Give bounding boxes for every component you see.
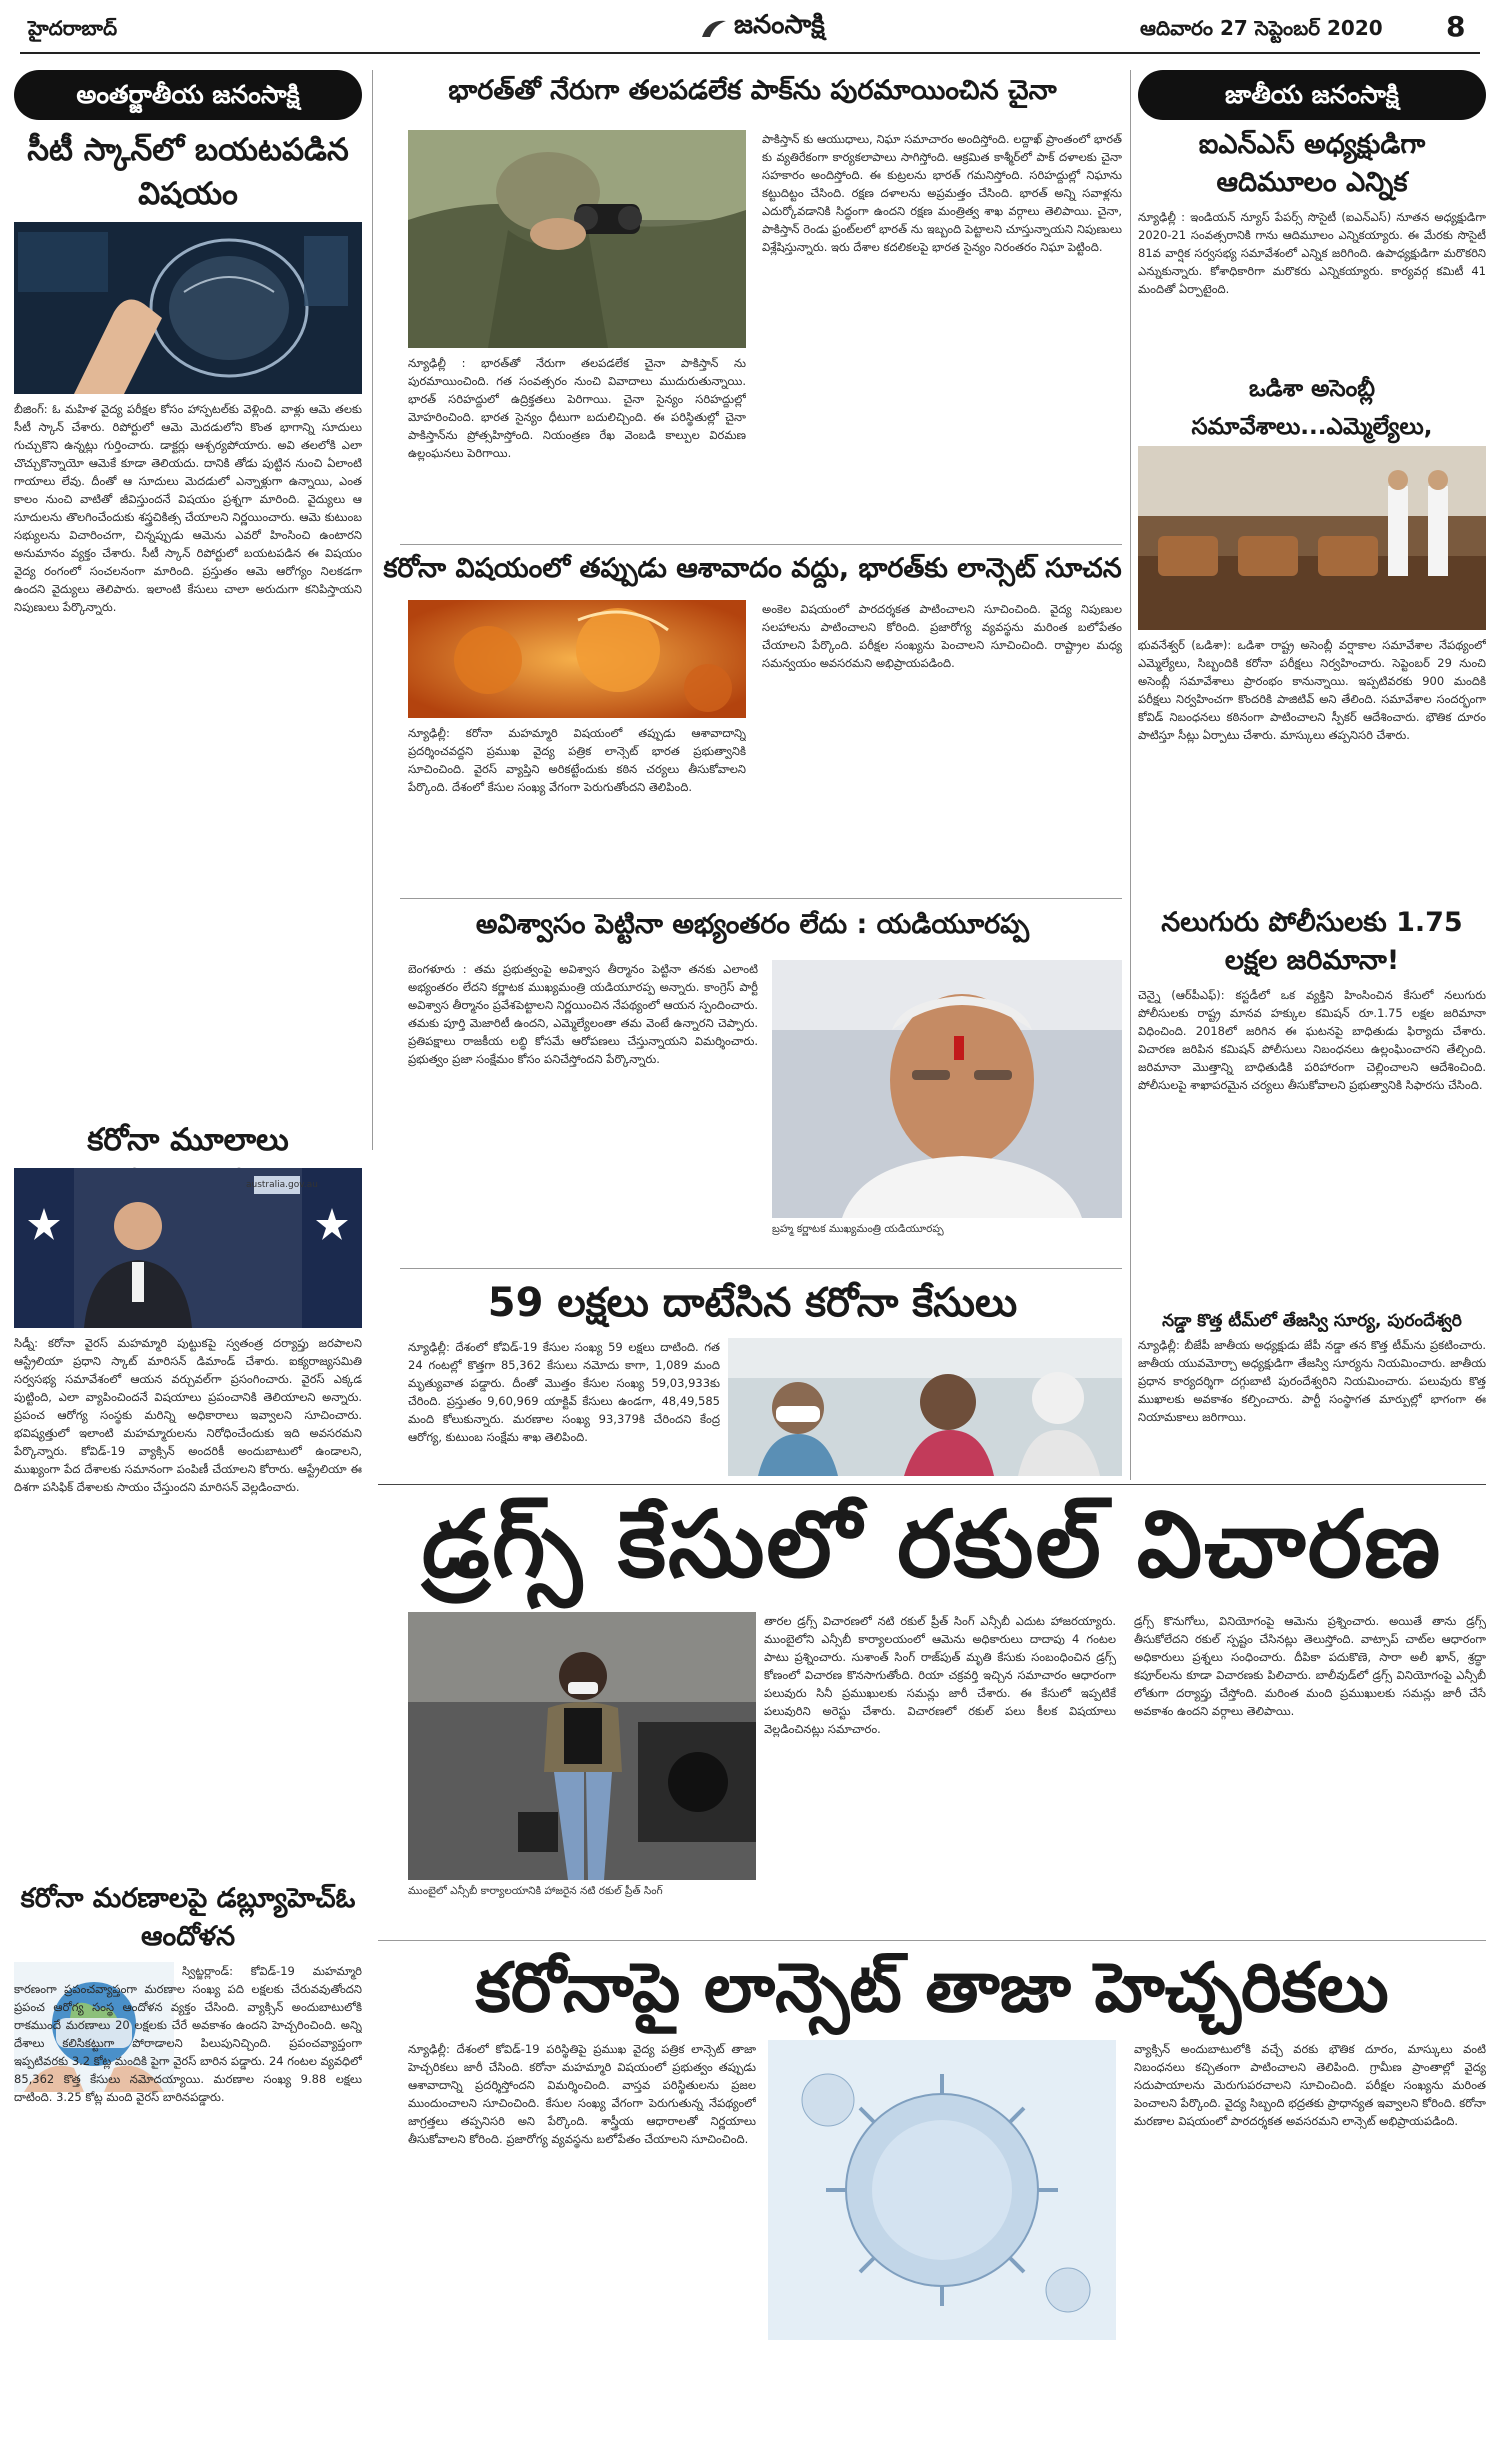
masthead-logo xyxy=(700,10,825,46)
bottom-divider xyxy=(378,1940,1486,1941)
story-ct-scan-headline xyxy=(14,128,362,216)
ct-scan-photo xyxy=(14,222,362,394)
section-international: అంతర్జాతీయ జనంసాక్షి xyxy=(14,70,362,120)
story-covid-cases-body: న్యూఢిల్లీ: దేశంలో కోవిడ్-19 కేసుల సంఖ్య 59 లక్షలు దాటింది. గత 24 గంటల్లో కొత్తగా 85,362 కేసులు నమోదు కాగా, 1,089 మంది మృత్యువాత పడ్డారు. దీంతో మొత్తం కేసుల సంఖ్య 59,03,933కు చేరింది. ప్రస్తుతం 9,60,969 యాక్టివ్ కేసులు ఉండగా, 48,49,585 మంది కోలుకున్నారు. మరణాల సంఖ్య 93,379కి చేరిందని కేంద్ర ఆరోగ్య, కుటుంబ సంక్షేమ శాఖ తెలిపింది. xyxy=(408,1340,720,1444)
column-rule xyxy=(1130,70,1131,1480)
bottom-story-body-col2: వ్యాక్సిన్ అందుబాటులోకి వచ్చే వరకు భౌతిక దూరం, మాస్కులు వంటి నిబంధనలు కచ్చితంగా పాటించాలని తెలిపింది. గ్రామీణ ప్రాంతాల్లో వైద్య సదుపాయాలను మెరుగుపరచాలని సూచించింది. పరీక్షల సంఖ్యను మరింత పెంచాలని పేర్కొంది. వైద్య సిబ్బంది భద్రతకు ప్రాధాన్యత ఇవ్వాలని కోరింది. కరోనా మరణాల విషయంలో పారదర్శకత అవసరమని లాన్సెట్ అభిప్రాయపడింది. xyxy=(1134,2042,1486,2128)
bottom-story-body-col1: న్యూఢిల్లీ: దేశంలో కోవిడ్-19 పరిస్థితిపై ప్రముఖ వైద్య పత్రిక లాన్సెట్ తాజా హెచ్చరికలు జారీ చేసింది. కరోనా మహమ్మారి విషయంలో ప్రభుత్వం తప్పుడు ఆశావాదాన్ని ప్రదర్శిస్తోందని విమర్శించింది. వాస్తవ పరిస్థితులను ప్రజల ముందుంచాలని సూచించింది. కేసుల సంఖ్య వేగంగా పెరుగుతున్న నేపథ్యంలో జాగ్రత్తలు తప్పనిసరి అని పేర్కొంది. శాస్త్రీయ ఆధారాలతో నిర్ణయాలు తీసుకోవాలని కోరింది. ప్రజారోగ్య వ్యవస్థను బలోపేతం చేయాలని సూచించింది. xyxy=(408,2042,756,2146)
headline-line: నలుగురు పోలీసులకు 1.75 xyxy=(1161,907,1463,938)
page-number: 8 xyxy=(1446,10,1466,43)
lead-divider xyxy=(378,1484,1486,1485)
virus-blue-photo xyxy=(768,2040,1116,2340)
lead-story-body-col1: తారల డ్రగ్స్ విచారణలో నటి రకుల్ ప్రీత్ సింగ్ ఎన్సీబీ ఎదుట హాజరయ్యారు. ముంబైలోని ఎన్సీబీ కార్యాలయంలో ఆమెను అధికారులు దాదాపు 4 గంటల పాటు ప్రశ్నించారు. సుశాంత్ సింగ్ రాజ్‌పుత్ మృతి కేసుకు సంబంధించిన డ్రగ్స్ కోణంలో విచారణ కొనసాగుతోంది. రియా చక్రవర్తి ఇచ్చిన సమాచారం ఆధారంగా పలువురు సినీ ప్రముఖులకు సమన్లు జారీ చేశారు. ఈ కేసులో ఇప్పటికే పలువురిని అరెస్టు చేశారు. విచారణలో రకుల్ పలు కీలక విషయాలు వెల్లడించినట్లు సమాచారం. xyxy=(764,1614,1116,1736)
soldier-binoculars-photo xyxy=(408,130,746,348)
virus-orange-photo xyxy=(408,600,746,718)
masthead-rule xyxy=(20,52,1480,54)
headline-line: కరోనా మరణాలపై డబ్ల్యూహెచ్ఓ xyxy=(20,1883,356,1914)
story-divider xyxy=(400,544,1122,545)
morrison-photo xyxy=(14,1168,362,1328)
headline-line: ఆందోళన xyxy=(140,1921,236,1952)
story-lancet-body-left: న్యూఢిల్లీ: కరోనా మహమ్మారి విషయంలో తప్పుడు ఆశావాదాన్ని ప్రదర్శించవద్దని ప్రముఖ వైద్య పత్రిక లాన్సెట్ భారత ప్రభుత్వానికి సూచించింది. వైరస్ వ్యాప్తిని అరికట్టేందుకు కఠిన చర్యలు తీసుకోవాలని పేర్కొంది. దేశంలో కేసుల సంఖ్య వేగంగా పెరుగుతోందని తెలిపింది. xyxy=(408,726,746,794)
story-who-headline xyxy=(14,1880,362,1956)
headline-line: ఆదిమూలం ఎన్నిక xyxy=(1216,167,1408,198)
headline-line: లక్షల జరిమానా! xyxy=(1224,945,1400,976)
story-police-fine-body: చెన్నై (ఆర్‌పీఎఫ్): కస్టడీలో ఒక వ్యక్తిని హింసించిన కేసులో నలుగురు పోలీసులకు రాష్ట్ర మానవ హక్కుల కమిషన్ రూ.1.75 లక్షల జరిమానా విధించింది. 2018లో జరిగిన ఈ ఘటనపై బాధితుడు ఫిర్యాదు చేశారు. విచారణ జరిపిన కమిషన్ పోలీసులు నిబంధనలు ఉల్లంఘించారని తేల్చింది. జరిమానా మొత్తాన్ని బాధితుడికి పరిహారంగా చెల్లించాలని ఆదేశించింది. పోలీసులపై శాఖాపరమైన చర్యలు తీసుకోవాలని ప్రభుత్వానికి సిఫారసు చేసింది. xyxy=(1138,988,1486,1092)
story-lancet-body-right: అంకెల విషయంలో పారదర్శకత పాటించాలని సూచించింది. వైద్య నిపుణుల సలహాలను పాటించాలని కోరింది. ప్రజారోగ్య వ్యవస్థను మరింత బలోపేతం చేయాలని పేర్కొంది. పరీక్షల సంఖ్యను పెంచాలని సూచించింది. రాష్ట్రాల మధ్య సమన్వయం అవసరమని అభిప్రాయపడింది. xyxy=(762,602,1122,670)
story-corona-origin-headline: కరోనా మూలాలు xyxy=(87,1122,289,1158)
bottom-story-headline: కరోనాపై లాన్సెట్ తాజా హెచ్చరికలు xyxy=(475,1949,1389,2028)
masthead-city: హైదరాబాద్ xyxy=(28,16,118,40)
story-china-pak-body-left: న్యూఢిల్లీ : భారత్‌తో నేరుగా తలపడలేక చైనా పాకిస్తాన్ ను పురమాయించింది. గత సంవత్సరం నుంచి వివాదాలు ముదురుతున్నాయి. భారత్ సరిహద్దులో ఉద్రిక్తతలు పెరిగాయి. చైనా సైన్యం సరిహద్దుల్లో మోహరించింది. భారత సైన్యం ధీటుగా బదులిచ్చింది. ఈ పరిస్థితుల్లో చైనా పాకిస్తాన్‌ను ప్రోత్సహిస్తోంది. నియంత్రణ రేఖ వెంబడి కాల్పుల విరమణ ఉల్లంఘనలు పెరిగాయి. xyxy=(408,356,746,460)
odisha-assembly-photo xyxy=(1138,446,1486,630)
story-yediyurappa-headline: అవిశ్వాసం పెట్టినా అభ్యంతరం లేదు : యడియూరప్ప xyxy=(475,909,1030,940)
story-china-pak-headline: భారత్‌తో నేరుగా తలపడలేక పాక్‌ను పురమాయించిన చైనా xyxy=(448,75,1057,106)
section-national: జాతీయ జనంసాక్షి xyxy=(1138,70,1486,120)
logo-icon xyxy=(700,17,728,39)
yediyurappa-photo xyxy=(772,960,1122,1218)
rakul-photo xyxy=(408,1612,756,1880)
story-yediyurappa-body: బెంగళూరు : తమ ప్రభుత్వంపై అవిశ్వాస తీర్మానం పెట్టినా తనకు ఎలాంటి అభ్యంతరం లేదని కర్ణాటక ముఖ్యమంత్రి యడియూరప్ప అన్నారు. కాంగ్రెస్ పార్టీ అవిశ్వాస తీర్మానం ప్రవేశపెట్టాలని నిర్ణయించిన నేపథ్యంలో ఆయన స్పందించారు. తమకు పూర్తి మెజారిటీ ఉందని, ఎమ్మెల్యేలంతా తమ వెంటే ఉన్నారని చెప్పారు. ప్రతిపక్షాలు రాజకీయ లబ్ధి కోసమే ఆరోపణలు చేస్తున్నాయని విమర్శించారు. ప్రభుత్వం ప్రజా సంక్షేమం కోసం పనిచేస్తోందని పేర్కొన్నారు. xyxy=(408,962,758,1066)
story-odisha-body: భువనేశ్వర్ (ఒడిశా): ఒడిశా రాష్ట్ర అసెంబ్లీ వర్షాకాల సమావేశాల నేపథ్యంలో ఎమ్మెల్యేలు, సిబ్బందికి కరోనా పరీక్షలు నిర్వహించారు. సెప్టెంబర్ 29 నుంచి అసెంబ్లీ సమావేశాలు ప్రారంభం కానున్నాయి. ఇప్పటివరకు 900 మందికి పరీక్షలు నిర్వహించగా కొందరికి పాజిటివ్ అని తేలింది. సమావేశాల సందర్భంగా కోవిడ్ నిబంధనలు కఠినంగా పాటించాలని స్పీకర్ ఆదేశించారు. భౌతిక దూరం పాటిస్తూ సీట్లు ఏర్పాటు చేశారు. మాస్కులు తప్పనిసరి చేశారు. xyxy=(1138,638,1486,742)
story-ins-body: న్యూఢిల్లీ : ఇండియన్ న్యూస్ పేపర్స్ సొసైటీ (ఐఎన్ఎస్) నూతన అధ్యక్షుడిగా 2020-21 సంవత్సరానికి గాను ఆదిమూలం ఎన్నికయ్యారు. ఈ మేరకు సొసైటీ 81వ వార్షిక సర్వసభ్య సమావేశంలో ఎన్నిక జరిగింది. ఉపాధ్యక్షుడిగా మరొకరిని ఎన్నుకున్నారు. కోశాధికారిగా మరొకరు ఎన్నికయ్యారు. కార్యవర్గ కమిటీ 41 మందితో ఏర్పాటైంది. xyxy=(1138,210,1486,296)
covid-testing-photo xyxy=(728,1338,1122,1476)
headline-line: విషయం xyxy=(138,176,238,212)
lead-story-headline: డ్రగ్స్ కేసులో రకుల్ విచారణ xyxy=(421,1491,1443,1598)
story-nadda-headline: నడ్డా కొత్త టీమ్‌లో తేజస్వి సూర్య, పురందేశ్వరి xyxy=(1162,1311,1462,1331)
photo-label: australia.gov.au xyxy=(246,1180,318,1190)
masthead-date: ఆదివారం 27 సెప్టెంబర్ 2020 xyxy=(1140,16,1383,40)
story-covid-cases-headline: 59 లక్షలు దాటేసిన కరోనా కేసులు xyxy=(487,1280,1018,1326)
story-ins-headline xyxy=(1138,126,1486,202)
column-rule xyxy=(372,70,373,1150)
yediyurappa-caption: బ్రహ్మ కర్ణాటక ముఖ్యమంత్రి యడియూరప్ప xyxy=(772,1223,944,1235)
headline-line: ఒడిశా అసెంబ్లీ సమావేశాలు...ఎమ్మెల్యేలు, xyxy=(1191,376,1433,440)
logo-text: జనంసాక్షి xyxy=(734,10,825,40)
story-divider xyxy=(400,1268,1122,1269)
story-police-fine-headline xyxy=(1138,904,1486,980)
story-lancet-headline: కరోనా విషయంలో తప్పుడు ఆశావాదం వద్దు, భారత్‌కు లాన్సెట్ సూచన xyxy=(383,553,1122,584)
story-china-pak-body-right: పాకిస్తాన్ కు ఆయుధాలు, నిఘా సమాచారం అందిస్తోంది. లద్దాఖ్ ప్రాంతంలో భారత్ కు వ్యతిరేకంగా కార్యకలాపాలు సాగిస్తోంది. ఆక్రమిత కాశ్మీర్‌లో పాక్ దళాలకు చైనా సహకారం అందిస్తోంది. ఈ కుట్రలను భారత్ గమనిస్తోంది. సరిహద్దుల్లో నిఘాను కట్టుదిట్టం చేసింది. రక్షణ దళాలను అప్రమత్తం చేసింది. భారత్ అన్ని సవాళ్లను ఎదుర్కోవడానికి సిద్ధంగా ఉందని రక్షణ మంత్రిత్వ శాఖ వర్గాలు తెలిపాయి. చైనా, పాకిస్తాన్ రెండు ఫ్రంట్‌లలో భారత్ ను ఇబ్బంది పెట్టాలని చూస్తున్నాయని నిపుణులు విశ్లేషిస్తున్నారు. ఇరు దేశాల కదలికలపై భారత సైన్యం నిరంతరం నిఘా పెట్టింది. xyxy=(762,132,1122,254)
headline-line: సీటీ స్కాన్‌లో బయటపడిన xyxy=(27,132,349,168)
story-nadda-body: న్యూఢిల్లీ: బీజేపీ జాతీయ అధ్యక్షుడు జేపీ నడ్డా తన కొత్త టీమ్‌ను ప్రకటించారు. జాతీయ యువమోర్చా అధ్యక్షుడిగా తేజస్వి సూర్యను నియమించారు. జాతీయ ప్రధాన కార్యదర్శిగా దగ్గుబాటి పురందేశ్వరిని నియమించారు. పలువురు కొత్త ముఖాలకు అవకాశం కల్పించారు. పార్టీ సంస్థాగత మార్పుల్లో భాగంగా ఈ నియామకాలు జరిగాయి. xyxy=(1138,1338,1486,1424)
lead-story-body-col2: డ్రగ్స్ కొనుగోలు, వినియోగంపై ఆమెను ప్రశ్నించారు. అయితే తాను డ్రగ్స్ తీసుకోలేదని రకుల్ స్పష్టం చేసినట్లు తెలుస్తోంది. వాట్సాప్ చాట్‌ల ఆధారంగా అధికారులు ప్రశ్నలు సంధించారు. దీపికా పదుకొణె, సారా అలీ ఖాన్, శ్రద్ధా కపూర్‌లను కూడా విచారణకు పిలిచారు. బాలీవుడ్‌లో డ్రగ్స్ వినియోగంపై ఎన్సీబీ లోతుగా దర్యాప్తు చేస్తోంది. మరింత మంది ప్రముఖులకు సమన్లు జారీ చేసే అవకాశం ఉందని వర్గాలు తెలిపాయి. xyxy=(1134,1614,1486,1718)
story-corona-origin-body: సిడ్నీ: కరోనా వైరస్ మహమ్మారి పుట్టుకపై స్వతంత్ర దర్యాప్తు జరపాలని ఆస్ట్రేలియా ప్రధాని స్కాట్ మారిసన్ డిమాండ్ చేశారు. ఐక్యరాజ్యసమితి సర్వసభ్య సమావేశంలో ఆయన వర్చువల్‌గా ప్రసంగించారు. వైరస్ ఎక్కడ పుట్టింది, ఎలా వ్యాపించిందనే విషయాలు ప్రపంచానికి తెలియాలని అన్నారు. ప్రపంచ ఆరోగ్య సంస్థకు మరిన్ని అధికారాలు ఇవ్వాలని సూచించారు. భవిష్యత్తులో ఇలాంటి మహమ్మారులను నిరోధించేందుకు ఇది అవసరమని పేర్కొన్నారు. కోవిడ్-19 వ్యాక్సిన్ అందరికీ అందుబాటులో ఉండాలని, ముఖ్యంగా పేద దేశాలకు సమానంగా పంపిణీ చేయాలని కోరారు. ఆస్ట్రేలియా ఈ దిశగా పసిఫిక్ దేశాలకు సాయం చేస్తుందని మారిసన్ వెల్లడించారు. xyxy=(14,1336,362,1494)
rakul-caption: ముంబైలో ఎన్సీబీ కార్యాలయానికి హాజరైన నటి రకుల్ ప్రీత్ సింగ్ xyxy=(408,1885,663,1897)
story-ct-scan-body: బీజింగ్: ఓ మహిళ వైద్య పరీక్షల కోసం హాస్పటల్‌కు వెళ్లింది. వాళ్లు ఆమె తలకు సీటీ స్కాన్ చేశారు. రిపోర్టులో ఆమె మెదడులోని కొంత భాగాన్ని సూదులు గుచ్చుకొని ఉన్నట్లు గుర్తించారు. డాక్టర్లు ఆశ్చర్యపోయారు. అవి తలలోకి ఎలా చొచ్చుకొన్నాయో ఆమెకే కూడా తెలియదు. దానికి తోడు పుట్టిన నుంచి ఏలాంటి గాయాలు లేవు. దీంతో ఆ సూదులు మెదడులో ఎన్నాళ్లుగా ఉన్నాయి, ఎంత కాలం నుంచి వాటితో జీవిస్తుందనే విషయం ప్రశ్నగా మారింది. వైద్యులు ఆ సూదులను తొలగించేందుకు శస్త్రచికిత్స చేయాలని నిర్ణయించారు. ఆమె కుటుంబ సభ్యులను విచారించగా, చిన్నప్పుడు ఆమెను ఎవరో హింసించి ఉంటారని అనుమానం వ్యక్తం చేశారు. సీటీ స్కాన్ రిపోర్టులో బయటపడిన ఈ విషయం వైద్య రంగంలో సంచలనంగా మారింది. ప్రస్తుతం ఆమె ఆరోగ్యం నిలకడగా ఉందని వైద్యులు తెలిపారు. ఇలాంటి కేసులు చాలా అరుదుగా కనిపిస్తాయని నిపుణులు పేర్కొన్నారు. xyxy=(14,402,362,614)
headline-line: ఐఎన్ఎస్ అధ్యక్షుడిగా xyxy=(1198,129,1426,160)
story-who-body: స్విట్జర్లాండ్: కోవిడ్-19 మహమ్మారి కారణంగా ప్రపంచవ్యాప్తంగా మరణాల సంఖ్య పది లక్షలకు చేరువవుతోందని ప్రపంచ ఆరోగ్య సంస్థ ఆందోళన వ్యక్తం చేసింది. వ్యాక్సిన్ అందుబాటులోకి రాకముందే మరణాలు 20 లక్షలకు చేరే అవకాశం ఉందని హెచ్చరించింది. అన్ని దేశాలు కలిసికట్టుగా పోరాడాలని పిలుపునిచ్చింది. ప్రపంచవ్యాప్తంగా ఇప్పటివరకు 3.2 కోట్ల మందికి పైగా వైరస్ బారిన పడ్డారు. 24 గంటల వ్యవధిలో 85,362 కొత్త కేసులు నమోదయ్యాయి. మరణాల సంఖ్య 9.88 లక్షలు దాటింది. 3.25 కోట్ల మంది వైరస్ బారినపడ్డారు. xyxy=(14,1964,362,2104)
story-divider xyxy=(400,898,1122,899)
